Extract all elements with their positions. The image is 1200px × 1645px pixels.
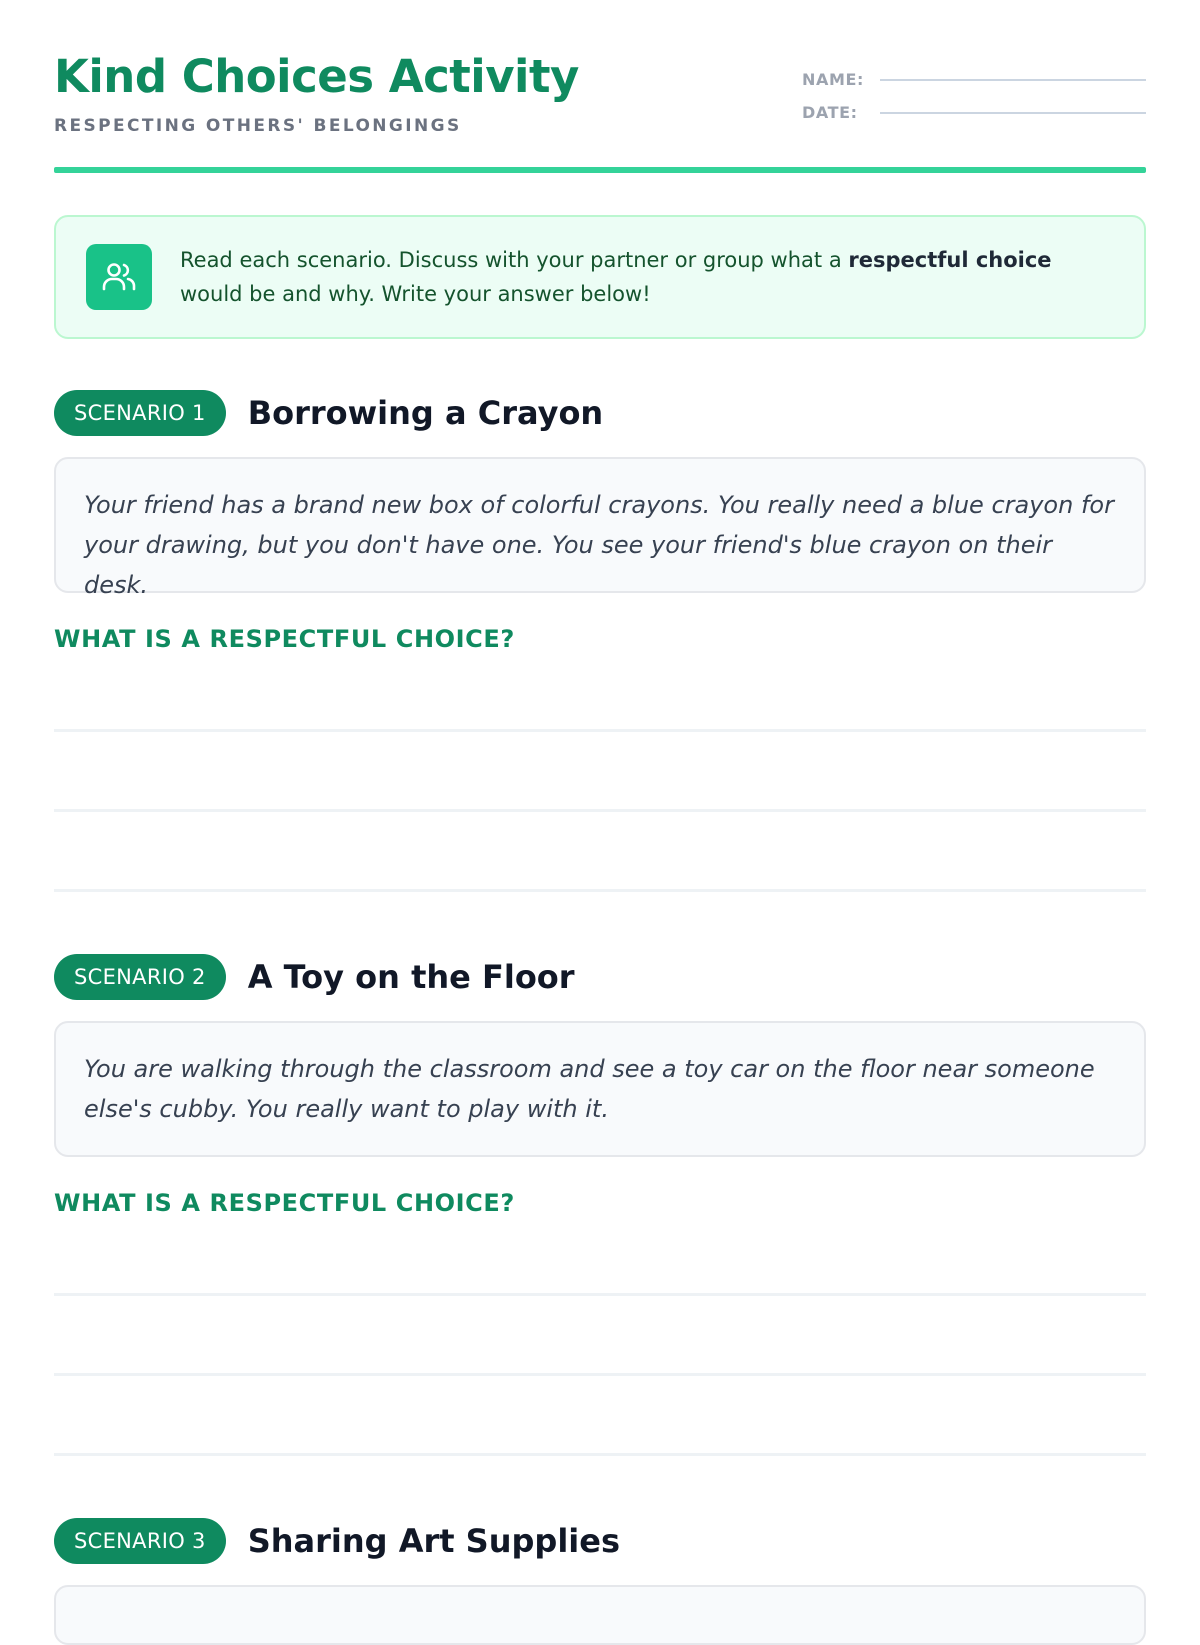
answer-line <box>54 729 1146 732</box>
answer-line <box>54 1453 1146 1456</box>
question-label: WHAT IS A RESPECTFUL CHOICE? <box>54 625 515 653</box>
answer-line <box>54 1373 1146 1376</box>
answer-area[interactable] <box>54 653 1146 913</box>
instruction-text-start: Read each scenario. Discuss with your partner or group what a <box>180 248 849 272</box>
scenario-1 <box>54 389 1146 913</box>
scenario-title: Sharing Art Supplies <box>247 1522 620 1560</box>
scenario-2 <box>54 953 1146 1477</box>
scenario-badge: SCENARIO 3 <box>54 1518 226 1564</box>
instruction-emphasis: respectful choice <box>848 248 1052 272</box>
scenario-description: You are walking through the classroom and see a toy car on the floor near someone else's cubby. You really want to play with it. <box>54 1021 1146 1157</box>
worksheet-header <box>54 0 1146 172</box>
page-title: Kind Choices Activity <box>54 50 579 103</box>
users-icon <box>86 244 152 310</box>
answer-line <box>54 889 1146 892</box>
scenario-badge: SCENARIO 1 <box>54 390 226 436</box>
scenario-badge: SCENARIO 2 <box>54 954 226 1000</box>
scenario-title: A Toy on the Floor <box>247 958 575 996</box>
page-subtitle: RESPECTING OTHERS' BELONGINGS <box>54 116 462 136</box>
name-field[interactable] <box>880 67 1146 81</box>
scenario-title: Borrowing a Crayon <box>247 394 604 432</box>
answer-area[interactable] <box>54 1217 1146 1477</box>
instruction-text <box>180 243 1114 311</box>
instruction-box <box>54 215 1146 339</box>
name-row <box>802 56 1146 89</box>
date-field[interactable] <box>880 100 1146 114</box>
instruction-text-end: would be and why. Write your answer below! <box>180 282 651 306</box>
scenario-description: Your friend has a brand new box of colorful crayons. You really need a blue crayon for your drawing, but you don't have one. You see your friend's blue crayon on their desk. <box>54 457 1146 593</box>
date-row <box>802 89 1146 122</box>
student-info <box>802 56 1146 122</box>
name-label: NAME: <box>802 70 865 89</box>
answer-line <box>54 809 1146 812</box>
scenario-header <box>54 389 1146 437</box>
scenario-description <box>54 1585 1146 1645</box>
scenario-3 <box>54 1517 1146 1645</box>
date-label: DATE: <box>802 103 858 122</box>
answer-line <box>54 1293 1146 1296</box>
scenario-header <box>54 953 1146 1001</box>
scenario-header <box>54 1517 1146 1565</box>
header-divider <box>54 167 1146 173</box>
question-label: WHAT IS A RESPECTFUL CHOICE? <box>54 1189 515 1217</box>
